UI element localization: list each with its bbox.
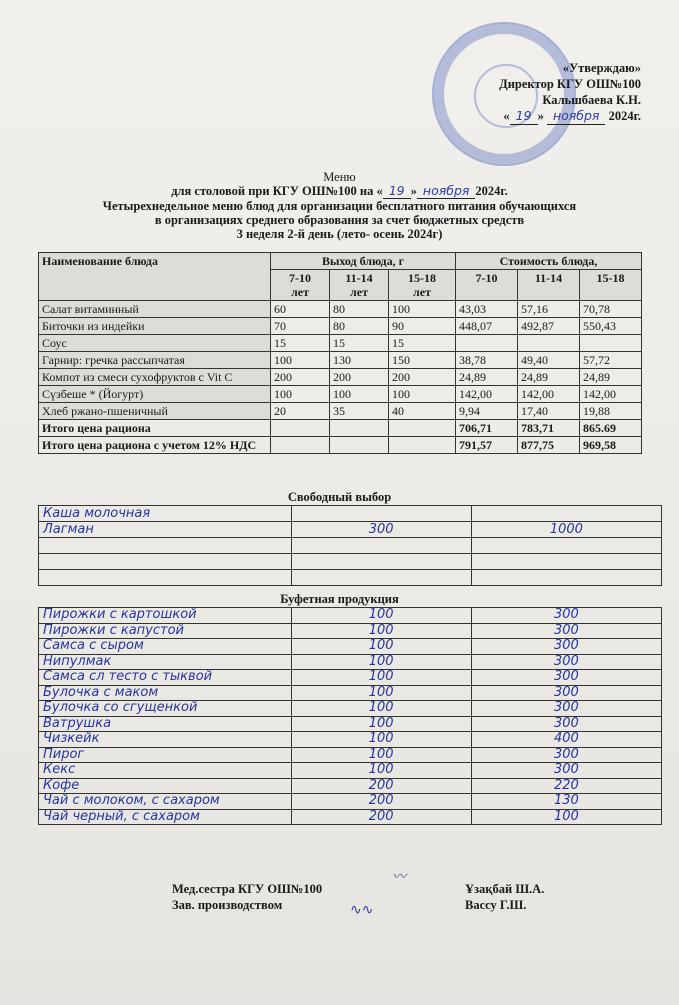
total-label: Итого цена рациона <box>39 420 271 437</box>
footer-labels <box>172 881 322 913</box>
item-qty: 100 <box>291 639 471 655</box>
dish-o1: 70 <box>271 318 330 335</box>
item-qty: 200 <box>291 778 471 794</box>
dish-o3: 15 <box>389 335 456 352</box>
list-item <box>39 554 662 570</box>
item-qty: 100 <box>291 685 471 701</box>
menu-row <box>39 318 642 335</box>
dish-o3: 40 <box>389 403 456 420</box>
buffet-title: Буфетная продукция <box>280 592 399 606</box>
buffet-table <box>38 607 662 825</box>
dish-o2: 35 <box>330 403 389 420</box>
dish-c1: 24,89 <box>456 369 518 386</box>
dish-c3 <box>580 335 642 352</box>
list-item <box>39 670 662 686</box>
total-vat-cost-11-14: 877,75 <box>518 437 580 454</box>
item-name <box>39 554 292 570</box>
dish-c3: 57,72 <box>580 352 642 369</box>
item-price: 300 <box>471 763 661 779</box>
total-cost-11-14: 783,71 <box>518 420 580 437</box>
footer-nurse-label: Мед.сестра КГУ ОШ№100 <box>172 882 323 896</box>
list-item <box>39 778 662 794</box>
item-name: Кофе <box>39 778 292 794</box>
item-price: 300 <box>471 685 661 701</box>
item-price <box>471 538 661 554</box>
approval-month: ноября <box>547 108 606 125</box>
dish-c1: 142,00 <box>456 386 518 403</box>
subheader-cost-11-14: 11-14 <box>518 270 580 301</box>
dish-name: Салат витаминный <box>39 301 271 318</box>
item-name: Булочка со сгущенкой <box>39 701 292 717</box>
nurse-signature-icon: 〰 <box>392 869 406 885</box>
title-day: 19 <box>383 184 411 199</box>
free-choice-table <box>38 505 662 586</box>
item-qty: 100 <box>291 701 471 717</box>
item-qty: 100 <box>291 670 471 686</box>
subheader-output-7-10: 7-10 лет <box>271 270 330 301</box>
total-row <box>39 420 642 437</box>
item-price: 300 <box>471 701 661 717</box>
header-output: Выход блюда, г <box>271 253 456 270</box>
dish-c3: 19,88 <box>580 403 642 420</box>
list-item <box>39 701 662 717</box>
item-price: 130 <box>471 794 661 810</box>
item-price: 1000 <box>471 522 661 538</box>
dish-o3: 200 <box>389 369 456 386</box>
item-price: 300 <box>471 654 661 670</box>
menu-table <box>38 252 642 454</box>
item-price: 100 <box>471 809 661 825</box>
menu-row <box>39 386 642 403</box>
free-choice-title: Свободный выбор <box>287 490 392 504</box>
item-price: 300 <box>471 608 661 624</box>
dish-name: Соус <box>39 335 271 352</box>
item-name <box>39 538 292 554</box>
list-item <box>39 570 662 586</box>
list-item <box>39 732 662 748</box>
item-name: Кекс <box>39 763 292 779</box>
item-name: Самса сл тесто с тыквой <box>39 670 292 686</box>
item-name: Пирожки с капустой <box>39 623 292 639</box>
item-qty: 100 <box>291 608 471 624</box>
menu-row <box>39 369 642 386</box>
list-item <box>39 608 662 624</box>
approval-block <box>411 60 641 125</box>
menu-row <box>39 335 642 352</box>
list-item <box>39 654 662 670</box>
item-name: Пирожки с картошкой <box>39 608 292 624</box>
subheader-cost-7-10: 7-10 <box>456 270 518 301</box>
item-qty: 100 <box>291 654 471 670</box>
dish-c3: 142,00 <box>580 386 642 403</box>
dish-c2 <box>518 335 580 352</box>
item-qty <box>291 506 471 522</box>
dish-c3: 550,43 <box>580 318 642 335</box>
dish-name: Гарнир: гречка рассыпчатая <box>39 352 271 369</box>
dish-c2: 142,00 <box>518 386 580 403</box>
list-item <box>39 639 662 655</box>
list-item <box>39 538 662 554</box>
item-price: 400 <box>471 732 661 748</box>
dish-o2: 100 <box>330 386 389 403</box>
title-month: ноября <box>417 184 476 199</box>
item-price: 300 <box>471 623 661 639</box>
list-item <box>39 685 662 701</box>
item-qty <box>291 570 471 586</box>
subheader-output-11-14: 11-14 лет <box>330 270 389 301</box>
prod-signature-icon: ∿∿ <box>350 902 374 918</box>
dish-name: Компот из смеси сухофруктов с Vit C <box>39 369 271 386</box>
item-qty: 200 <box>291 794 471 810</box>
list-item <box>39 716 662 732</box>
approval-year: 2024г. <box>608 109 641 123</box>
approval-name: Кальшбаева К.Н. <box>542 93 641 107</box>
footer-nurse-name: Ұзақбай Ш.А. <box>465 882 545 896</box>
dish-o2: 80 <box>330 318 389 335</box>
footer-prod-label: Зав. производством <box>172 898 283 912</box>
dish-c2: 49,40 <box>518 352 580 369</box>
item-price <box>471 506 661 522</box>
item-qty: 100 <box>291 623 471 639</box>
approval-date: « 19 » ноября 2024г. <box>503 108 641 123</box>
subheader-output-15-18: 15-18 лет <box>389 270 456 301</box>
total-cost-7-10: 706,71 <box>456 420 518 437</box>
item-name <box>39 570 292 586</box>
dish-c2: 24,89 <box>518 369 580 386</box>
item-qty: 300 <box>291 522 471 538</box>
approval-director: Директор КГУ ОШ№100 <box>499 77 641 91</box>
dish-c2: 492,87 <box>518 318 580 335</box>
dish-o1: 20 <box>271 403 330 420</box>
item-name: Пирог <box>39 747 292 763</box>
header-cost: Стоимость блюда, <box>456 253 642 270</box>
item-price: 300 <box>471 747 661 763</box>
dish-o3: 100 <box>389 301 456 318</box>
list-item <box>39 522 662 538</box>
title-menu: Меню <box>323 170 356 184</box>
item-name: Ватрушка <box>39 716 292 732</box>
item-price: 300 <box>471 716 661 732</box>
dish-c1: 9,94 <box>456 403 518 420</box>
title-line2: Четырехнедельное меню блюд для организации бесплатного питания обучающихся <box>102 199 577 213</box>
list-item <box>39 506 662 522</box>
dish-o2: 130 <box>330 352 389 369</box>
approval-heading: «Утверждаю» <box>562 61 641 75</box>
total-cost-15-18: 865.69 <box>580 420 642 437</box>
document-title <box>0 170 679 241</box>
title-date-line: для столовой при КГУ ОШ№100 на « 19 » ноября 2024г. <box>171 183 508 198</box>
dish-c3: 24,89 <box>580 369 642 386</box>
title-week: 3 неделя 2-й день (лето- осень 2024г) <box>236 227 443 241</box>
list-item <box>39 623 662 639</box>
list-item <box>39 809 662 825</box>
dish-c1: 448,07 <box>456 318 518 335</box>
item-name: Чай черный, с сахаром <box>39 809 292 825</box>
item-qty: 100 <box>291 747 471 763</box>
dish-o2: 200 <box>330 369 389 386</box>
item-qty: 200 <box>291 809 471 825</box>
total-vat-cost-7-10: 791,57 <box>456 437 518 454</box>
item-qty: 100 <box>291 763 471 779</box>
footer-prod-name: Вассу Г.Ш. <box>465 898 527 912</box>
dish-name: Биточки из индейки <box>39 318 271 335</box>
subheader-cost-15-18: 15-18 <box>580 270 642 301</box>
dish-c1: 38,78 <box>456 352 518 369</box>
dish-c3: 70,78 <box>580 301 642 318</box>
total-vat-label: Итого цена рациона с учетом 12% НДС <box>39 437 271 454</box>
dish-o2: 80 <box>330 301 389 318</box>
dish-o1: 200 <box>271 369 330 386</box>
item-qty: 100 <box>291 732 471 748</box>
menu-row <box>39 403 642 420</box>
menu-row <box>39 301 642 318</box>
dish-o1: 100 <box>271 386 330 403</box>
item-qty: 100 <box>291 716 471 732</box>
item-name: Каша молочная <box>39 506 292 522</box>
item-name: Булочка с маком <box>39 685 292 701</box>
approval-day: 19 <box>510 108 538 125</box>
dish-o1: 100 <box>271 352 330 369</box>
item-qty <box>291 554 471 570</box>
item-name: Лагман <box>39 522 292 538</box>
item-qty <box>291 538 471 554</box>
menu-row <box>39 352 642 369</box>
dish-c2: 57,16 <box>518 301 580 318</box>
dish-o3: 150 <box>389 352 456 369</box>
item-price: 220 <box>471 778 661 794</box>
item-name: Нипулмак <box>39 654 292 670</box>
item-name: Чизкейк <box>39 732 292 748</box>
dish-o3: 90 <box>389 318 456 335</box>
header-dish-name: Наименование блюда <box>39 253 271 301</box>
total-vat-cost-15-18: 969,58 <box>580 437 642 454</box>
title-line3: в организациях среднего образования за счет бюджетных средств <box>154 213 525 227</box>
item-price: 300 <box>471 639 661 655</box>
item-price <box>471 554 661 570</box>
dish-c2: 17,40 <box>518 403 580 420</box>
item-price: 300 <box>471 670 661 686</box>
dish-c1: 43,03 <box>456 301 518 318</box>
dish-name: Сүзбеше * (Йогурт) <box>39 386 271 403</box>
item-name: Самса с сыром <box>39 639 292 655</box>
dish-o1: 60 <box>271 301 330 318</box>
dish-name: Хлеб ржано-пшеничный <box>39 403 271 420</box>
dish-o2: 15 <box>330 335 389 352</box>
footer-names <box>465 881 544 913</box>
item-name: Чай с молоком, с сахаром <box>39 794 292 810</box>
list-item <box>39 794 662 810</box>
title-year: 2024г. <box>475 184 508 198</box>
list-item <box>39 763 662 779</box>
list-item <box>39 747 662 763</box>
dish-c1 <box>456 335 518 352</box>
total-vat-row <box>39 437 642 454</box>
dish-o3: 100 <box>389 386 456 403</box>
item-price <box>471 570 661 586</box>
dish-o1: 15 <box>271 335 330 352</box>
